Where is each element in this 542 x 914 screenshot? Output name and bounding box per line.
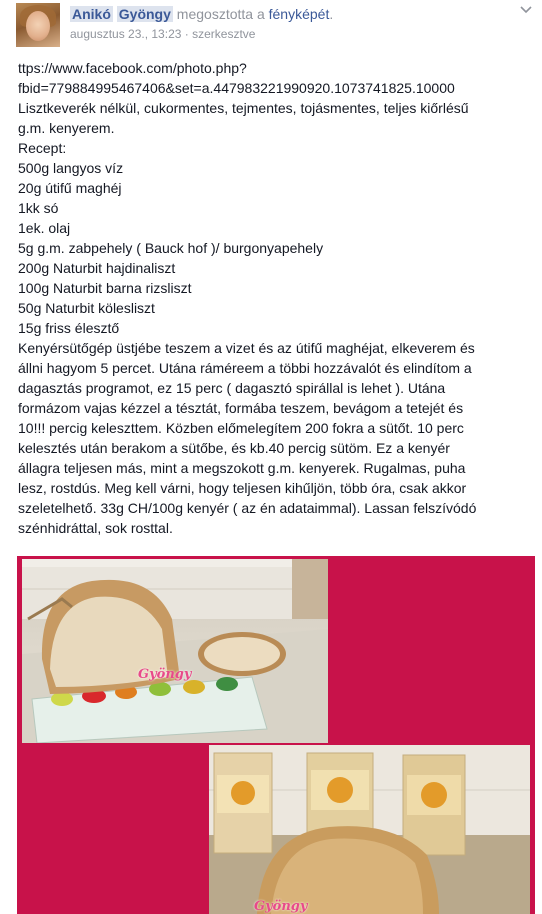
watermark-2: Gyöngy [254, 899, 308, 914]
post-text-line: ttps://www.facebook.com/photo.php? [18, 60, 247, 76]
post-text-line: 100g Naturbit barna rizsliszt [18, 280, 192, 296]
post-text-line: 15g friss élesztő [18, 320, 120, 336]
post-text-line: formázom vajas kézzel a tésztát, formába teszem, bevágom a tetejét és [18, 400, 464, 416]
post-text-line: állni hagyom 5 percet. Utána ráméreem a többi hozzávalót és elindítom a [18, 360, 472, 376]
photo-panel-bread-board [22, 559, 328, 743]
post-meta [70, 26, 255, 42]
photo-link[interactable]: fényképét [268, 6, 330, 22]
post-header [70, 5, 333, 23]
edited-label[interactable]: szerkesztve [192, 27, 256, 41]
post-text-line: 5g g.m. zabpehely ( Bauck hof )/ burgonyapehely [18, 240, 324, 256]
post-text-line: szeletelhető. 33g CH/100g kenyér ( az én adataimmal). Lassan felszívódó [18, 500, 477, 516]
post-timestamp[interactable]: augusztus 23., 13:23 [70, 27, 182, 41]
post-text-line: 50g Naturbit kölesliszt [18, 300, 155, 316]
bread-board-scene [22, 559, 328, 743]
post-text-line: 10!!! percig keleszttem. Közben előmelegítem 200 fokra a sütőt. 10 perc [18, 420, 464, 436]
chevron-down-icon[interactable] [518, 2, 534, 18]
post-text-line: Kenyérsütőgép üstjébe teszem a vizet és az útifű maghéjat, elkeverem és [18, 340, 475, 356]
meta-separator: · [184, 27, 189, 41]
action-suffix: . [329, 6, 334, 22]
post-text-line: lesz, rostdús. Meg kell várni, hogy teljesen kihűljön, több óra, csak akkor [18, 480, 467, 496]
watermark-1: Gyöngy [138, 667, 192, 682]
avatar-face [26, 11, 50, 41]
post-text-line: dagasztás programot, ez 15 perc ( dagasztó spirállal is lehet ). Utána [18, 380, 446, 396]
action-prefix: megosztotta a [176, 6, 269, 22]
post-text-line: állagra teljesen más, mint a megszokott g.m. kenyerek. Rugalmas, puha [18, 460, 466, 476]
post-text-line: 1kk só [18, 200, 59, 216]
flour-packages-scene [209, 745, 530, 914]
author-avatar[interactable] [16, 3, 60, 47]
post-text-line: 20g útifű maghéj [18, 180, 122, 196]
post-body [18, 58, 533, 538]
photo-panel-flour-packages [209, 745, 530, 914]
post-text-line: g.m. kenyerem. [18, 120, 115, 136]
post-text-line: Lisztkeverék nélkül, cukormentes, tejmentes, tojásmentes, teljes kiőrlésű [18, 100, 469, 116]
post-text-line: kelesztés után berakom a sütőbe, és kb.40 percig sütöm. Ez a kenyér [18, 440, 450, 456]
post-text-line: 1ek. olaj [18, 220, 71, 236]
post-text-line: fbid=779884995467406&set=a.447983221990920.1073741825.10000 [18, 80, 455, 96]
post-text-line: Recept: [18, 140, 67, 156]
post-text-line: 200g Naturbit hajdinaliszt [18, 260, 176, 276]
author-first-name[interactable]: Anikó [72, 6, 111, 22]
post-text-line: 500g langyos víz [18, 160, 124, 176]
author-last-name[interactable]: Gyöngy [118, 6, 171, 22]
post-text-line: szénhidráttal, sok rosttal. [18, 520, 173, 536]
